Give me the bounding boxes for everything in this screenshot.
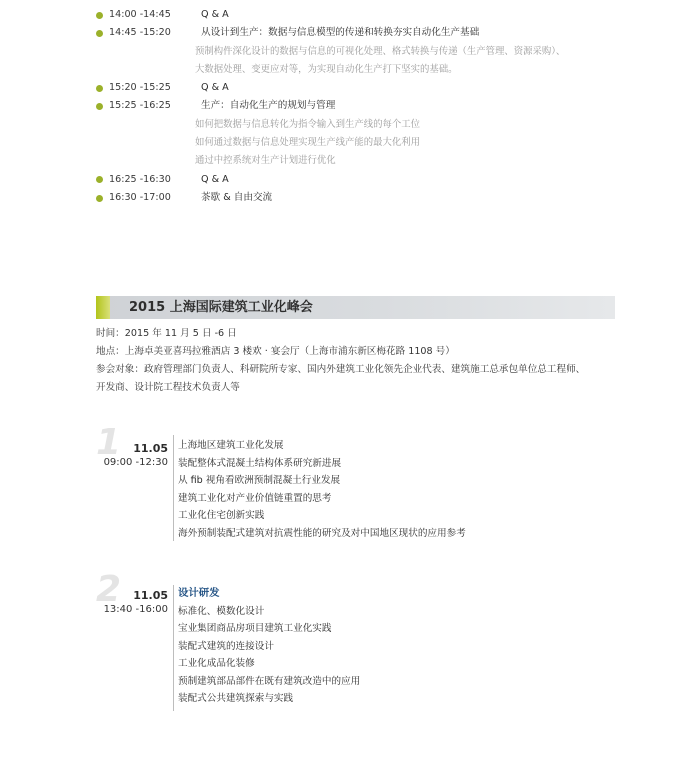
topic-item: 预制建筑部品部件在既有建筑改造中的应用: [178, 675, 361, 687]
schedule-row: [96, 24, 636, 42]
topic-item: 装配整体式混凝土结构体系研究新进展: [178, 457, 342, 469]
schedule-time: 14:00 -14:45: [109, 9, 171, 20]
schedule-title: Q & A: [201, 9, 229, 20]
topic-item: 建筑工业化对产业价值链重置的思考: [178, 492, 332, 504]
schedule-title: Q & A: [201, 82, 229, 94]
schedule-detail: 如何把数据与信息转化为指令输入到生产线的每个工位: [195, 118, 421, 130]
summit-venue: 地点：上海卓美亚喜玛拉雅酒店 3 楼欢 · 宴会厅（上海市浦东新区梅花路 1108 号）: [96, 346, 455, 357]
bullet-dot-icon: [96, 12, 103, 19]
summit-title: 2015 上海国际建筑工业化峰会: [129, 300, 313, 315]
schedule-time: 15:25 -16:25: [109, 100, 171, 112]
schedule-list: [96, 6, 636, 207]
bullet-dot-icon: [96, 176, 103, 183]
schedule-row: [96, 97, 636, 115]
session-heading: 设计研发: [178, 587, 220, 599]
topic-item: 装配式建筑的连接设计: [178, 640, 274, 652]
schedule-title: 生产：自动化生产的规划与管理: [201, 100, 336, 112]
schedule-detail: 大数据处理、变更应对等，为实现自动化生产打下坚实的基础。: [195, 63, 458, 75]
summit-info: [96, 325, 636, 397]
schedule-time: 15:20 -15:25: [109, 82, 171, 94]
session-time-range: 09:00 -12:30: [103, 457, 168, 468]
schedule-time: 16:30 -17:00: [109, 191, 171, 203]
session-datetime: [96, 589, 168, 617]
topic-item: 上海地区建筑工业化发展: [178, 440, 284, 451]
divider-line: [173, 435, 174, 541]
schedule-detail: 预制构件深化设计的数据与信息的可视化处理、格式转换与传递（生产管理、资源采购）、: [195, 45, 566, 57]
schedule-detail: 通过中控系统对生产计划进行优化: [195, 155, 336, 167]
bullet-dot-icon: [96, 85, 103, 92]
topic-item: 工业化成品化装修: [178, 658, 255, 669]
topic-item: 装配式公共建筑探索与实践: [178, 693, 294, 704]
section-banner: [96, 296, 615, 319]
banner-accent-bar: [96, 296, 110, 319]
topic-item: 海外预制装配式建筑对抗震性能的研究及对中国地区现状的应用参考: [178, 527, 466, 539]
schedule-row: [96, 6, 636, 24]
schedule-title: 茶歇 & 自由交流: [201, 191, 273, 203]
summit-attendees-cont: 开发商、设计院工程技术负责人等: [96, 382, 240, 393]
topic-item: 标准化、模数化设计: [178, 605, 265, 617]
schedule-time: 16:25 -16:30: [109, 173, 171, 185]
topic-item: 宝业集团商品房项目建筑工业化实践: [178, 623, 332, 634]
schedule-detail: 如何通过数据与信息处理实现生产线产能的最大化利用: [195, 137, 421, 149]
session-number: 2: [96, 569, 122, 610]
session-time-range: 13:40 -16:00: [103, 604, 168, 615]
divider-line: [173, 585, 174, 711]
schedule-title: Q & A: [201, 173, 229, 185]
topic-item: 工业化住宅创新实践: [178, 510, 265, 521]
session-topics: [178, 437, 466, 542]
bullet-dot-icon: [96, 30, 103, 37]
session-date: 11.05: [133, 442, 168, 455]
schedule-row: [96, 189, 636, 207]
bullet-dot-icon: [96, 103, 103, 110]
session-datetime: [96, 442, 168, 470]
schedule-time: 14:45 -15:20: [109, 27, 171, 39]
summit-time: 时间：2015 年 11 月 5 日 -6 日: [96, 328, 237, 339]
summit-attendees: 参会对象：政府管理部门负责人、科研院所专家、国内外建筑工业化领先企业代表、建筑施工总承包单位总工程师、: [96, 364, 586, 375]
session-number: 1: [96, 422, 122, 463]
session-date: 11.05: [133, 589, 168, 602]
schedule-row: [96, 79, 636, 97]
schedule-row: [96, 171, 636, 189]
session-topics: [178, 585, 360, 708]
topic-item: 从 fib 视角看欧洲预制混凝土行业发展: [178, 475, 341, 486]
bullet-dot-icon: [96, 195, 103, 202]
schedule-title: 从设计到生产：数据与信息模型的传递和转换夯实自动化生产基础: [201, 27, 480, 39]
